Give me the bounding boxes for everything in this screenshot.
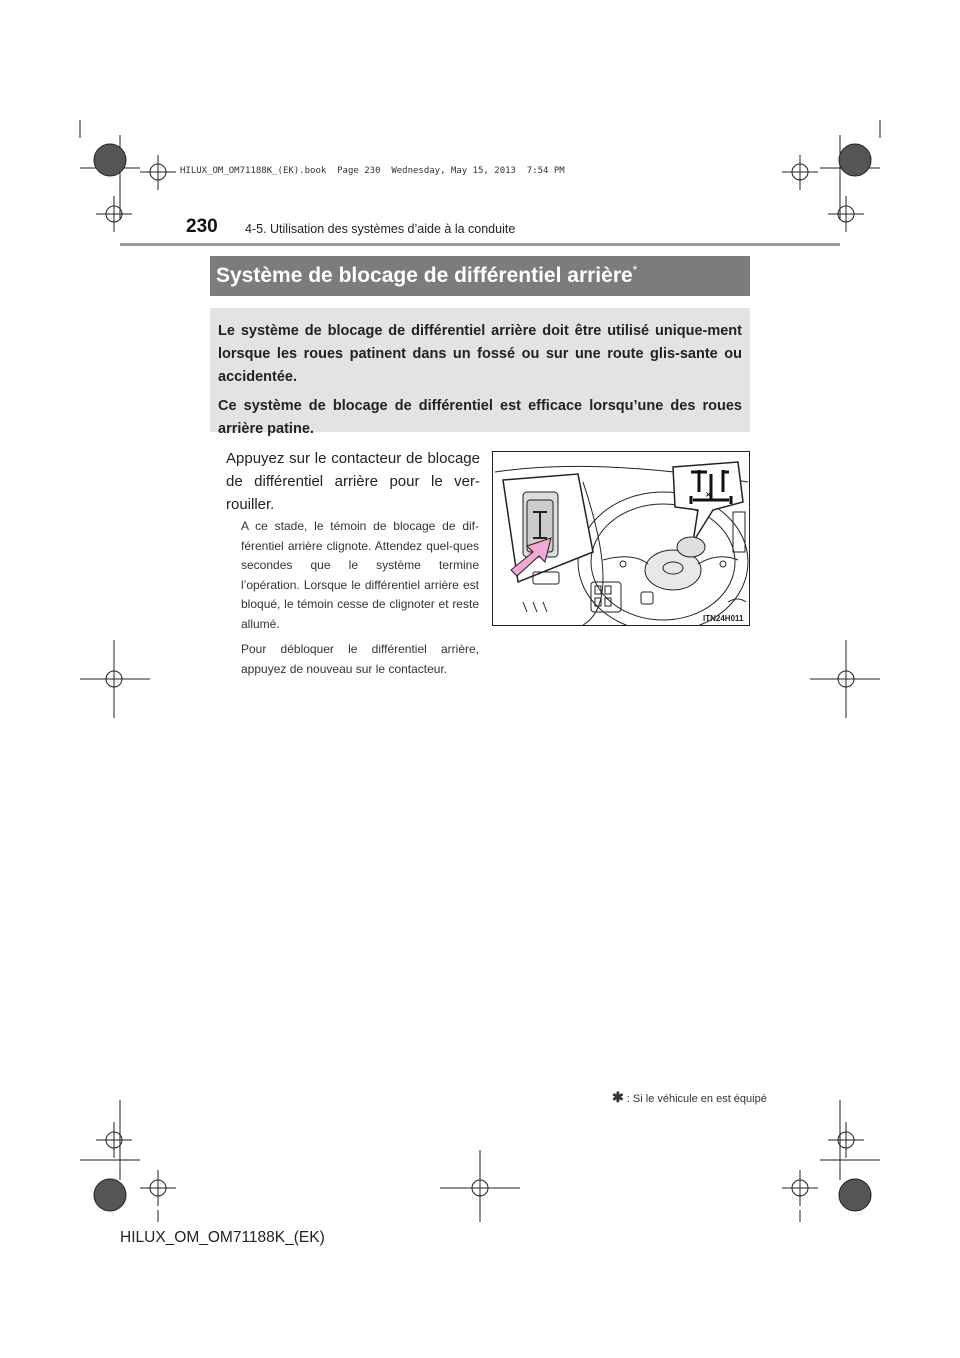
intro-paragraph-2: Ce système de blocage de différentiel est efficace lorsqu’une des roues arrière patine. [218, 398, 742, 437]
svg-text:×: × [705, 490, 712, 499]
print-header: HILUX_OM_OM71188K_(EK).book Page 230 Wednesday, May 15, 2013 7:54 PM [180, 166, 565, 176]
step-note-2: Pour débloquer le différentiel arrière, appuyez de nouveau sur le contacteur. [241, 642, 479, 676]
equipment-marker: * [632, 263, 638, 277]
page-title-text: Système de blocage de différentiel arrière [216, 264, 633, 287]
intro-box [210, 308, 750, 437]
figure-code: ITN24H011 [703, 614, 744, 623]
dashboard-illustration [493, 452, 749, 625]
dashboard-figure [492, 451, 750, 626]
intro-paragraph-1: Le système de blocage de différentiel arrière doit être utilisé unique-ment lorsque les roues patinent dans un fossé ou sur une route glis-sante ou accidentée. [218, 323, 742, 385]
footer-book-id: HILUX_OM_OM71188K_(EK) [120, 1229, 325, 1246]
section-title: 4-5. Utilisation des systèmes d’aide à la conduite [245, 222, 516, 236]
step-note-1: A ce stade, le témoin de blocage de dif-férentiel arrière clignote. Attendez quel-ques secondes que le système termine l’opération. Lorsque le différentiel arrière est bloqué, le témoin cesse de clignoter et reste allumé. [241, 519, 479, 631]
footnote [612, 1089, 767, 1106]
page-number: 230 [186, 216, 218, 237]
footnote-asterisk-icon: ✱ [612, 1089, 624, 1105]
header-rule [120, 243, 840, 246]
step-instruction: Appuyez sur le contacteur de blocage de différentiel arrière pour le ver-rouiller. [226, 450, 480, 513]
footnote-text: : Si le véhicule en est équipé [626, 1093, 767, 1105]
page-title [210, 256, 750, 296]
